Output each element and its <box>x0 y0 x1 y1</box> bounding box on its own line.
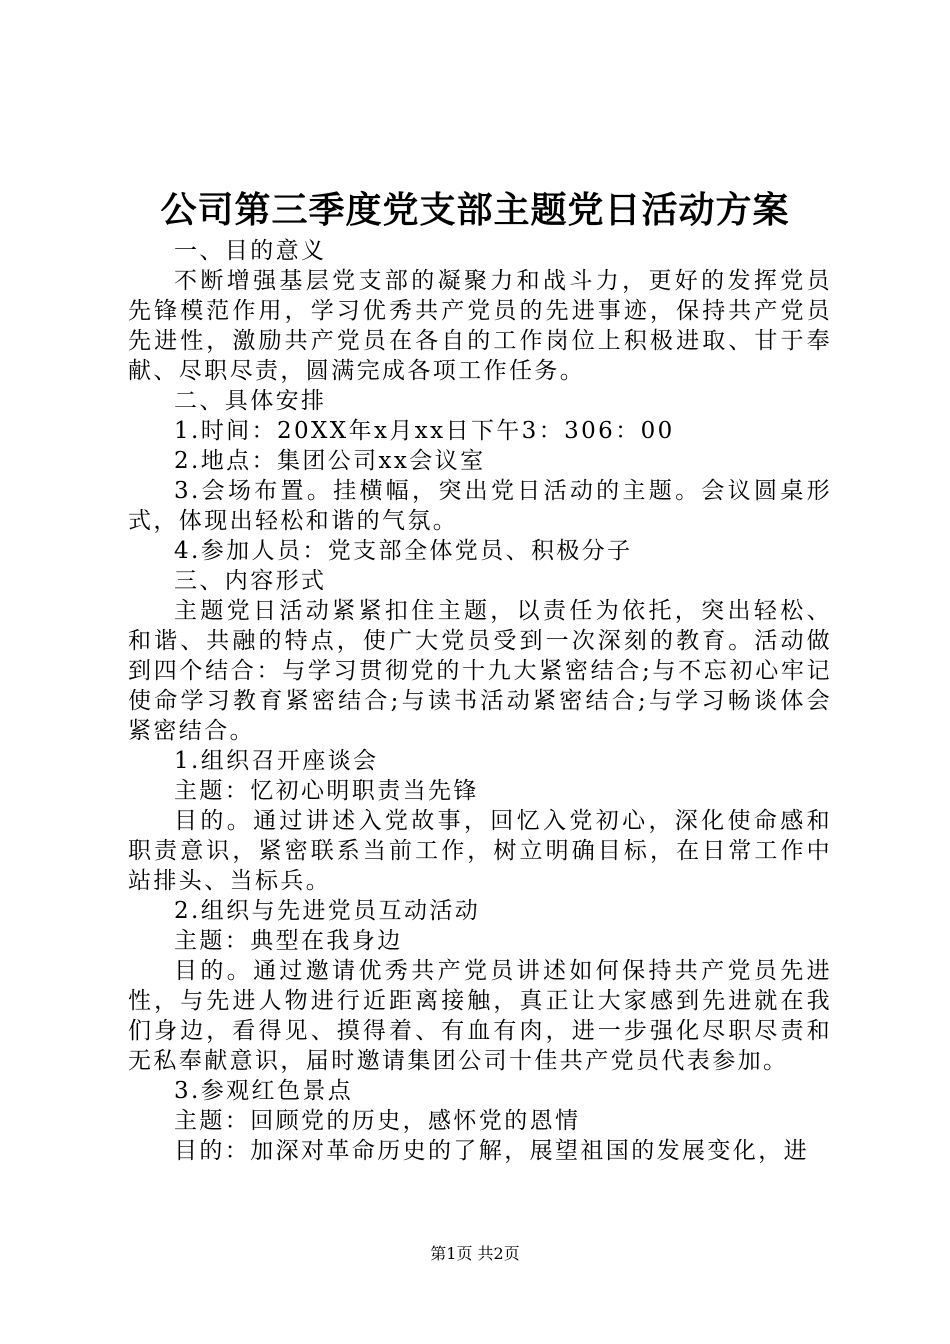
paragraph: 目的：加深对革命历史的了解，展望祖国的发展变化，进 <box>174 1138 809 1164</box>
paragraph: 主题党日活动紧紧扣住主题，以责任为依托，突出轻松、和谐、共融的特点，使广大党员受到一次深刻的教育。活动做到四个结合：与学习贯彻党的十九大紧密结合;与不忘初心牢记使命学习教育紧密结合;与读书活动紧密结合;与学习畅谈体会紧密结合。 <box>128 598 832 744</box>
list-item: 2.组织与先进党员互动活动 <box>174 898 481 924</box>
paragraph: 不断增强基层党支部的凝聚力和战斗力，更好的发挥党员先锋模范作用，学习优秀共产党员的先进事迹，保持共产党员先进性，激励共产党员在各自的工作岗位上积极进取、甘于奉献、尽职尽责，圆满完成各项工作任务。 <box>128 268 832 384</box>
list-item: 1.组织召开座谈会 <box>174 748 379 774</box>
paragraph: 主题：回顾党的历史，感怀党的恩情 <box>174 1108 581 1134</box>
document-title: 公司第三季度党支部主题党日活动方案 <box>160 189 790 231</box>
list-item: 2.地点：集团公司xx会议室 <box>174 448 486 474</box>
paragraph: 目的。通过邀请优秀共产党员讲述如何保持共产党员先进性，与先进人物进行近距离接触，真正让大家感到先进就在我们身边，看得见、摸得着、有血有肉，进一步强化尽职尽责和无私奉献意识，届时邀请集团公司十佳共产党员代表参加。 <box>128 958 832 1074</box>
list-item: 3.会场布置。挂横幅，突出党日活动的主题。会议圆桌形式，体现出轻松和谐的气氛。 <box>128 478 832 534</box>
list-item: 4.参加人员：党支部全体党员、积极分子 <box>174 538 633 564</box>
list-item: 1.时间：20XX年x月xx日下午3：306：00 <box>174 418 675 444</box>
page-footer: 第1页 共2页 <box>430 1244 520 1263</box>
document-body <box>128 236 832 1166</box>
paragraph: 主题：忆初心明职责当先锋 <box>174 778 479 804</box>
paragraph: 目的。通过讲述入党故事，回忆入党初心，深化使命感和职责意识，紧密联系当前工作，树立明确目标，在日常工作中站排头、当标兵。 <box>128 808 832 894</box>
section-heading: 二、具体安排 <box>174 388 327 414</box>
list-item: 3.参观红色景点 <box>174 1078 354 1104</box>
paragraph: 主题：典型在我身边 <box>174 928 403 954</box>
section-heading: 三、内容形式 <box>174 568 327 594</box>
section-heading: 一、目的意义 <box>174 238 327 264</box>
